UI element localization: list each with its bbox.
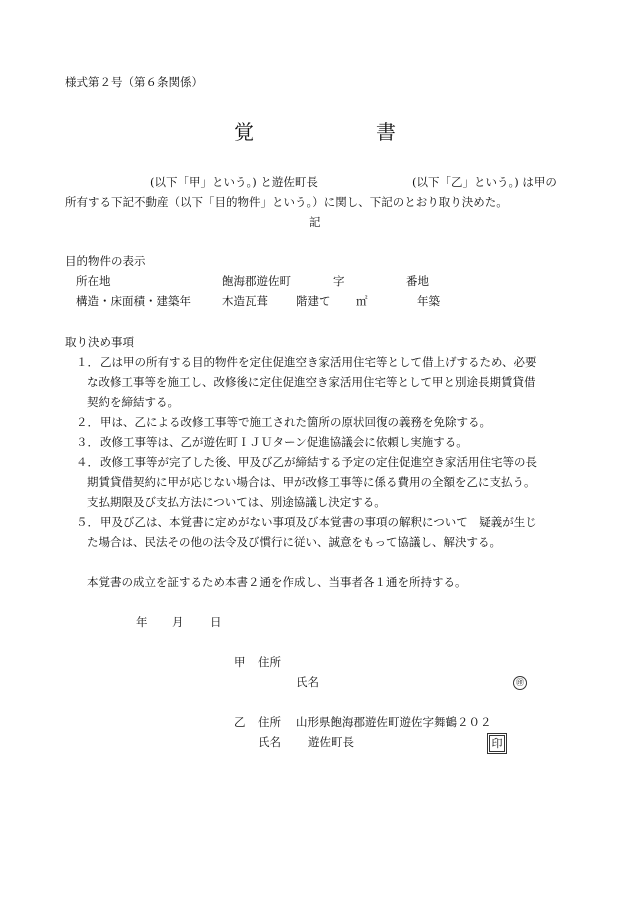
party-b-address-label: 住所 [258,715,281,729]
property-area-unit: ㎡ [356,294,368,308]
party-a-address-label: 住所 [258,655,281,669]
term-number: ２． [76,415,99,429]
term-line: 支払期限及び支払方法については、別途協議し決定する。 [87,495,386,509]
party-a-label: 甲 [234,655,246,669]
term-number: １． [76,355,99,369]
property-location-label: 所在地 [76,274,111,288]
property-floors: 階建て [296,294,331,308]
party-b-address: 山形県飽海郡遊佐町遊佐字舞鶴２０２ [296,715,492,729]
intro-line2: 所有する下記不動産（以下「目的物件」という。）に関し、下記のとおり取り決めた。 [65,195,508,209]
term-number: ５． [76,515,99,529]
seal-mark: ㊞ [513,676,527,690]
term-line: 契約を締結する。 [87,395,179,409]
party-b-seal-icon [489,735,505,752]
property-year-unit: 年築 [417,294,440,308]
property-location-aza: 字 [333,274,345,288]
term-line: 改修工事等は、乙が遊佐町ＩＪＵターン促進協議会に依頼し実施する。 [100,435,468,449]
term-line: 期賃貸借契約に甲が応じない場合は、甲が改修工事等に係る費用の全額を乙に支払う。 [87,475,536,489]
property-heading: 目的物件の表示 [65,254,146,268]
title-right: 書 [376,120,396,144]
party-b-name: 遊佐町長 [308,735,354,749]
term-line: 改修工事等が完了した後、甲及び乙が締結する予定の定住促進空き家活用住宅等の長 [100,455,537,469]
term-line: 乙は甲の所有する目的物件を定住促進空き家活用住宅等として借上げするため、必要 [100,355,537,369]
seal-mark: 印 [489,735,505,752]
term-line: た場合は、民法その他の法令及び慣行に従い、誠意をもって協議し、解決する。 [87,535,501,549]
date-year: 年 [136,615,148,629]
term-line: 甲は、乙による改修工事等で施工された箇所の原状回復の義務を免除する。 [100,415,491,429]
closing-text: 本覚書の成立を証するため本書２通を作成し、当事者各１通を所持する。 [87,575,467,589]
party-b-name-label: 氏名 [258,735,281,749]
intro-line1-b: (以下「乙」という。) は甲の [412,175,557,189]
intro-line1-a: (以下「甲」という。) と遊佐町長 [150,175,318,189]
property-location-gun: 飽海郡遊佐町 [222,274,291,288]
party-b-label: 乙 [234,715,246,729]
term-number: ３． [76,435,99,449]
property-location-banchi: 番地 [406,274,429,288]
party-a-name-label: 氏名 [296,675,319,689]
title-left: 覚 [234,120,254,144]
property-structure: 木造瓦葺 [222,294,268,308]
party-a-seal-icon [513,676,527,690]
form-number: 様式第２号（第６条関係） [65,75,203,89]
date-day: 日 [210,615,222,629]
ki-label: 記 [309,215,321,229]
term-line: 甲及び乙は、本覚書に定めがない事項及び本覚書の事項の解釈について 疑義が生じ [100,515,537,529]
term-line: な改修工事等を施工し、改修後に定住促進空き家活用住宅等として甲と別途長期賃貸借 [87,375,536,389]
date-month: 月 [172,615,184,629]
terms-heading: 取り決め事項 [65,335,134,349]
property-structure-label: 構造・床面積・建築年 [76,294,191,308]
term-number: ４． [76,455,99,469]
